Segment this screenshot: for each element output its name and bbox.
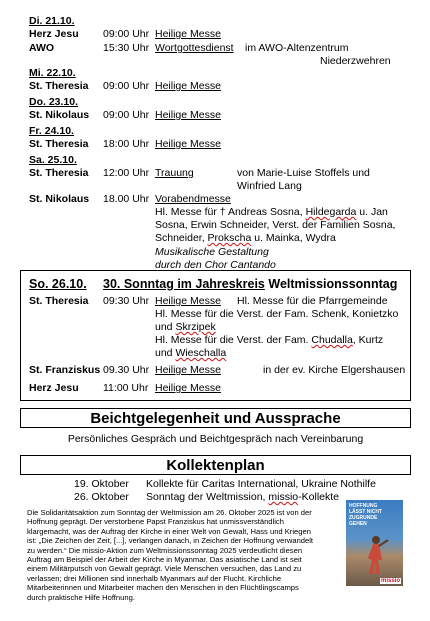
poster-text: GEHEN bbox=[349, 521, 367, 527]
beicht-title: Beichtgelegenheit und Aussprache bbox=[90, 410, 341, 427]
article-line: einem Militärputsch von Gewalt geprägt. Viele Menschen versuchen, das Land zu bbox=[27, 564, 302, 574]
missio-poster-image bbox=[346, 500, 403, 586]
time: 09.30 Uhr bbox=[103, 364, 150, 376]
kollekte-title: Kollektenplan bbox=[166, 457, 265, 474]
article-line: durch praktische Hilfe Hoffnung. bbox=[27, 592, 135, 602]
event-link[interactable]: Wortgottesdienst bbox=[155, 42, 234, 54]
kollekte-text: Kollekte für Caritas International, Ukraine Nothilfe bbox=[146, 478, 376, 490]
intention-line: Sosna, Erwin Schneider, Verst. der Familien Sosna, bbox=[155, 219, 396, 231]
time: 09:00 Uhr bbox=[103, 109, 150, 121]
time: 15:30 Uhr bbox=[103, 42, 150, 54]
event-link[interactable]: Heilige Messe bbox=[155, 80, 221, 92]
intention-line: Hl. Messe für die Verst. der Fam. Chudalla, Kurtz bbox=[155, 334, 384, 346]
time: 11:00 Uhr bbox=[103, 382, 149, 394]
place: St. Nikolaus bbox=[29, 109, 90, 121]
date-heading: Do. 23.10. bbox=[29, 96, 79, 108]
place: Herz Jesu bbox=[29, 382, 79, 394]
article-line: Hoffnung geprägt. Der verstorbene Papst Franziskus hat unmissverständlich bbox=[27, 517, 284, 527]
place: St. Theresia bbox=[29, 167, 89, 179]
poster-text: ZUGRUNDE bbox=[349, 515, 378, 521]
date-heading: Di. 21.10. bbox=[29, 15, 75, 27]
place: St. Franziskus bbox=[29, 364, 101, 376]
poster-text: LÄSST NICHT bbox=[349, 509, 383, 515]
date-heading: Fr. 24.10. bbox=[29, 125, 74, 137]
time: 09:00 Uhr bbox=[103, 28, 150, 40]
article-line: zu werden.“ Die missio-Aktion zum Weltmissionssonntag 2025 verdeutlicht diesen bbox=[27, 545, 303, 555]
event-link[interactable]: Trauung bbox=[155, 167, 194, 179]
event-link[interactable]: Heilige Messe bbox=[155, 364, 221, 376]
intention-line: Hl. Messe für die Verst. der Fam. Schenk, Konietzko bbox=[155, 308, 399, 320]
intention-line: Hl. Messe für † Andreas Sosna, Hildegarda u. Jan bbox=[155, 206, 388, 218]
music-note: Musikalische Gestaltung bbox=[155, 246, 269, 258]
event-note: Niederzwehren bbox=[320, 55, 391, 67]
time: 18:00 Uhr bbox=[103, 138, 150, 150]
kollekte-date: 19. Oktober bbox=[74, 478, 129, 490]
event-note: von Marie-Luise Stoffels und bbox=[237, 167, 370, 179]
sunday-date: So. 26.10. bbox=[29, 277, 87, 291]
event-note: in der ev. Kirche Elgershausen bbox=[263, 364, 406, 376]
place: St. Nikolaus bbox=[29, 193, 90, 205]
date-heading: Mi. 22.10. bbox=[29, 67, 76, 79]
time: 09:30 Uhr bbox=[103, 295, 150, 307]
event-link[interactable]: Heilige Messe bbox=[155, 295, 221, 307]
article-line: Auftrag am Beispiel der Arbeit der Kirche in Myanmar. Das asiatische Land ist seit bbox=[27, 555, 302, 565]
place: Herz Jesu bbox=[29, 28, 79, 40]
article-line: ist: „Die Zeichen der Zeit, [...], verlangen danach, in Zeichen der Hoffnung verwandelt bbox=[27, 536, 314, 546]
article-text bbox=[27, 508, 345, 602]
article-line: klargemacht, was der Auftrag der Kirche in einer Welt von Gewalt, Hass und Kriegen bbox=[27, 526, 311, 536]
kollekte-text: Sonntag der Weltmission, missio-Kollekte bbox=[146, 491, 339, 503]
time: 12:00 Uhr bbox=[103, 167, 150, 179]
sunday-title: 30. Sonntag im Jahreskreis Weltmissionssonntag bbox=[103, 277, 398, 291]
article-line: Mitarbeiterinnen und Mitarbeiter machen den Menschen in den Flüchtlingscamps bbox=[27, 583, 299, 593]
event-link[interactable]: Heilige Messe bbox=[155, 382, 221, 394]
music-note: durch den Chor Cantando bbox=[155, 259, 276, 271]
event-link[interactable]: Heilige Messe bbox=[155, 109, 221, 121]
event-link[interactable]: Heilige Messe bbox=[155, 28, 221, 40]
article-line: Die Solidaritätsaktion zum Sonntag der Weltmission am 26. Oktober 2025 ist von der bbox=[27, 508, 312, 517]
event-note: Winfried Lang bbox=[237, 180, 302, 192]
intention-line: Schneider, Prokscha u. Mainka, Wydra bbox=[155, 232, 336, 244]
poster-text: HOFFNUNG bbox=[349, 503, 378, 509]
intention-line: und Skrzipek bbox=[155, 321, 216, 333]
place: AWO bbox=[29, 42, 55, 54]
article-line: verlassen; drei Millionen sind innerhalb Myanmars auf der Flucht. Kirchliche bbox=[27, 573, 282, 583]
time: 09:00 Uhr bbox=[103, 80, 150, 92]
kollekte-date: 26. Oktober bbox=[74, 491, 129, 503]
beicht-text: Persönliches Gespräch und Beichtgespräch nach Vereinbarung bbox=[67, 433, 364, 445]
poster-figure-icon bbox=[346, 500, 403, 586]
event-note: Hl. Messe für die Pfarrgemeinde bbox=[237, 295, 388, 307]
place: St. Theresia bbox=[29, 295, 89, 307]
event-link[interactable]: Vorabendmesse bbox=[155, 193, 231, 205]
place: St. Theresia bbox=[29, 138, 89, 150]
date-heading: Sa. 25.10. bbox=[29, 154, 77, 166]
event-note: im AWO-Altenzentrum bbox=[245, 42, 349, 54]
place: St. Theresia bbox=[29, 80, 89, 92]
event-link[interactable]: Heilige Messe bbox=[155, 138, 221, 150]
time: 18.00 Uhr bbox=[103, 193, 150, 205]
missio-logo: missio bbox=[380, 578, 400, 584]
intention-line: und Wieschalla bbox=[155, 347, 227, 359]
